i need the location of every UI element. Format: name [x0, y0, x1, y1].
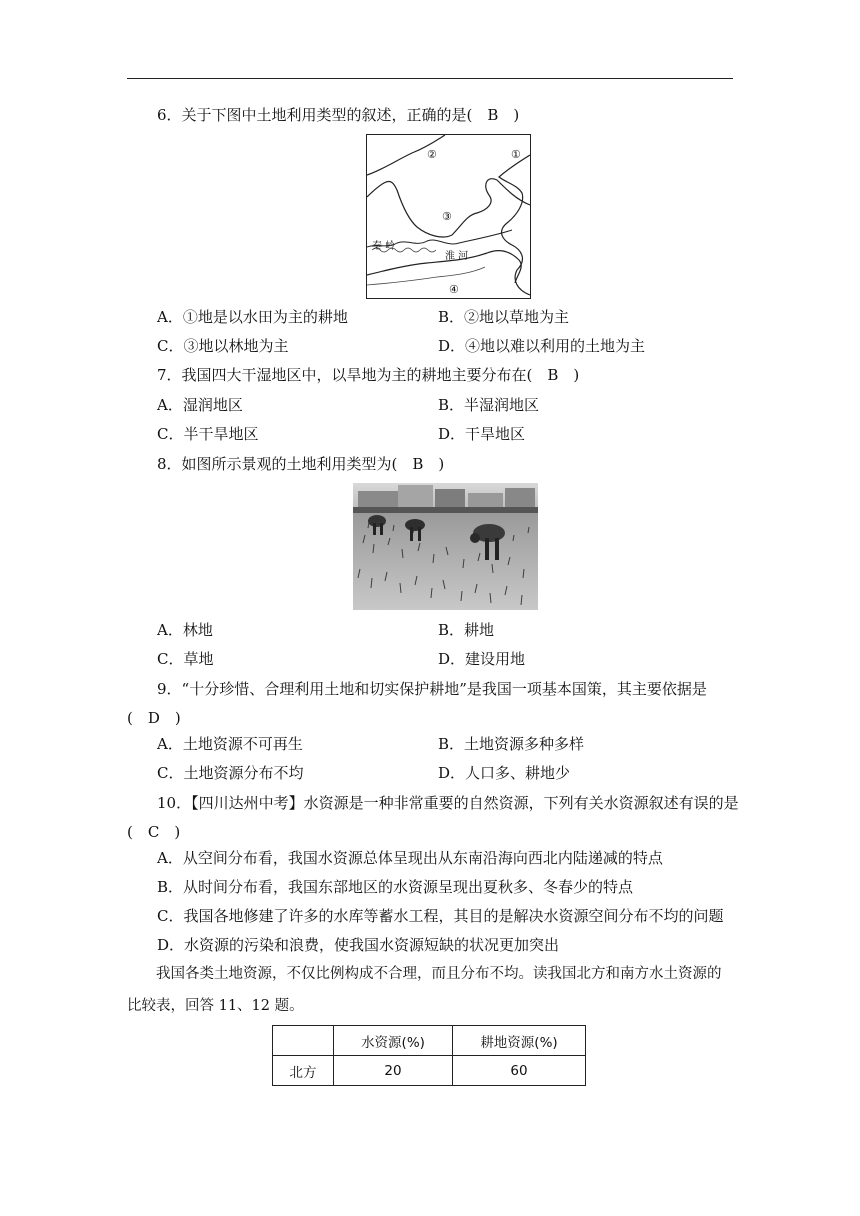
map-label-qinling: 秦 岭	[372, 241, 396, 252]
table-cell-farmland: 60	[453, 1056, 586, 1086]
table-header-row	[273, 1026, 586, 1056]
map-marker-2: ②	[427, 148, 437, 161]
q8-option-c: C．草地	[157, 650, 214, 668]
q9-option-a: A．土地资源不可再生	[157, 735, 303, 753]
map-marker-4: ④	[449, 283, 459, 296]
q10-option-a: A．从空间分布看，我国水资源总体呈现出从东南沿海向西北内陆递减的特点	[157, 849, 663, 867]
q10-option-d: D．水资源的污染和浪费，使我国水资源短缺的状况更加突出	[157, 936, 560, 954]
q10-option-b: B．从时间分布看，我国东部地区的水资源呈现出夏秋多、冬春少的特点	[157, 878, 634, 896]
q7-option-b: B．半湿润地区	[438, 396, 540, 414]
q9-option-c: C．土地资源分布不均	[157, 764, 304, 782]
q8-option-a: A．林地	[157, 621, 213, 639]
photo-drawing	[353, 483, 538, 610]
rice-paddy-photo	[353, 483, 538, 610]
table-header-farmland: 耕地资源(%)	[453, 1026, 586, 1056]
q9-option-d: D．人口多、耕地少	[438, 764, 571, 782]
question-8-stem: 8．如图所示景观的土地利用类型为( B )	[157, 455, 445, 473]
question-6-stem: 6．关于下图中土地利用类型的叙述，正确的是( B )	[157, 106, 520, 124]
q9-option-b: B．土地资源多种多样	[438, 735, 585, 753]
q7-option-a: A．湿润地区	[157, 396, 243, 414]
table-header-empty	[273, 1026, 334, 1056]
question-10-answer: ( C )	[127, 823, 181, 841]
intro-paragraph: 我国各类土地资源，不仅比例构成不合理，而且分布不均。读我国北方和南方水土资源的比较表，回答 11、12 题。	[127, 966, 722, 1014]
question-9-stem: 9．“十分珍惜、合理利用土地和切实保护耕地”是我国一项基本国策，其主要依据是	[157, 680, 707, 698]
q8-option-b: B．耕地	[438, 621, 495, 639]
q7-option-d: D．干旱地区	[438, 425, 526, 443]
table-cell-water: 20	[334, 1056, 453, 1086]
q6-option-b: B．②地以草地为主	[438, 308, 570, 326]
header-rule	[127, 78, 733, 79]
q8-option-d: D．建设用地	[438, 650, 526, 668]
water-land-table	[272, 1025, 586, 1086]
question-10-stem: 10．【四川达州中考】水资源是一种非常重要的自然资源，下列有关水资源叙述有误的是	[157, 794, 739, 812]
q10-option-c: C．我国各地修建了许多的水库等蓄水工程，其目的是解决水资源空间分布不均的问题	[157, 907, 724, 925]
q6-option-c: C．③地以林地为主	[157, 337, 289, 355]
map-label-huaihe: 淮 河	[445, 251, 469, 262]
q7-option-c: C．半干旱地区	[157, 425, 259, 443]
question-9-answer: ( D )	[127, 709, 181, 727]
table-cell-region: 北方	[273, 1056, 334, 1086]
q6-option-d: D．④地以难以利用的土地为主	[438, 337, 646, 355]
land-use-map	[366, 134, 531, 299]
map-marker-3: ③	[442, 210, 452, 223]
q6-option-a: A．①地是以水田为主的耕地	[157, 308, 348, 326]
question-7-stem: 7．我国四大干湿地区中，以旱地为主的耕地主要分布在( B )	[157, 366, 580, 384]
table-header-water: 水资源(%)	[334, 1026, 453, 1056]
table-row	[273, 1056, 586, 1086]
map-marker-1: ①	[511, 148, 521, 161]
